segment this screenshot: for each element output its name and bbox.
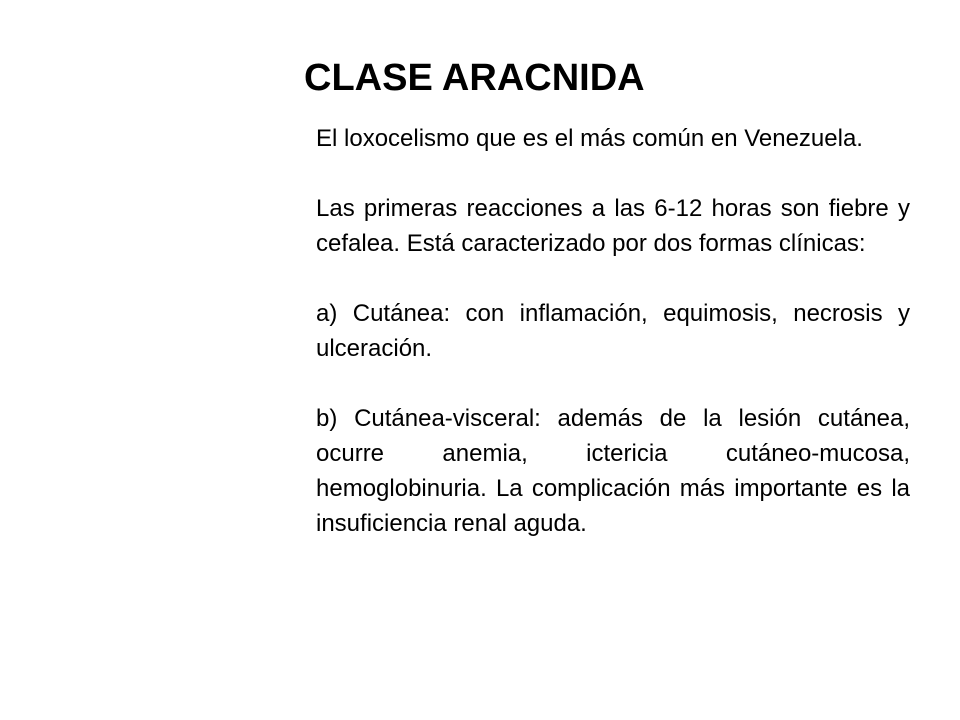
paragraph-intro: El loxocelismo que es el más común en Venezuela. [316,125,863,152]
paragraph-visceral-form: b) Cutánea-visceral: además de la lesión cutánea, ocurre anemia, ictericia cutáneo-mucosa, hemoglobinuria. La complicación más importante es la insuficiencia renal aguda. [316,405,910,537]
paragraph-first-reactions: Las primeras reacciones a las 6-12 horas son fiebre y cefalea. Está caracterizado por dos formas clínicas: [316,195,910,257]
slide-title: CLASE ARACNIDA [304,57,645,99]
slide-body [316,121,910,541]
paragraph-cutaneous-form: a) Cutánea: con inflamación, equimosis, necrosis y ulceración. [316,300,910,362]
